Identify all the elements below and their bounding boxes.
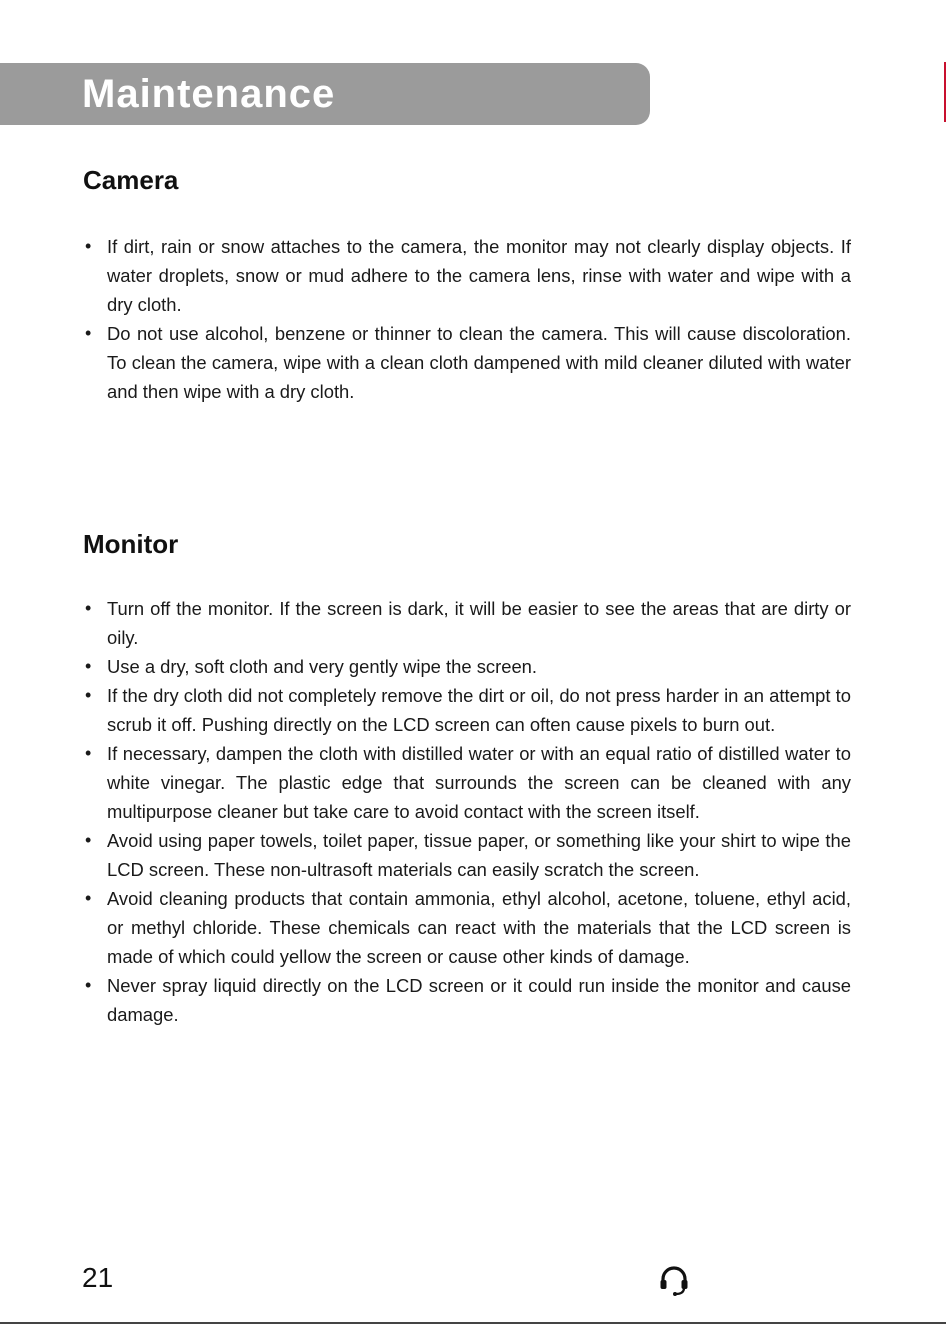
list-item-text: If dirt, rain or snow attaches to the camera, the monitor may not clearly display objects. If water droplets, snow or mud adhere to the camera lens, rinse with water and wipe with a dry cloth. xyxy=(107,236,851,315)
list-item xyxy=(83,739,851,826)
bullet-icon: • xyxy=(85,743,92,763)
monitor-bullet-list xyxy=(83,594,851,1029)
list-item-text: Never spray liquid directly on the LCD screen or it could run inside the monitor and cause damage. xyxy=(107,975,851,1025)
headset-icon xyxy=(657,1263,691,1297)
list-item xyxy=(83,826,851,884)
list-item xyxy=(83,232,851,319)
section-header-bar xyxy=(0,63,650,125)
page-number: 21 xyxy=(82,1262,114,1293)
bullet-icon: • xyxy=(85,323,92,343)
list-item-text: Avoid using paper towels, toilet paper, tissue paper, or something like your shirt to wipe the LCD screen. These non-ultrasoft materials can easily scratch the screen. xyxy=(107,830,851,880)
list-item xyxy=(83,971,851,1029)
bullet-icon: • xyxy=(85,656,92,676)
bullet-icon: • xyxy=(85,975,92,995)
list-item xyxy=(83,884,851,971)
bullet-icon: • xyxy=(85,598,92,618)
list-item xyxy=(83,319,851,406)
list-item-text: Turn off the monitor. If the screen is dark, it will be easier to see the areas that are dirty or oily. xyxy=(107,598,851,648)
list-item-text: Use a dry, soft cloth and very gently wipe the screen. xyxy=(107,656,538,677)
list-item-text: If the dry cloth did not completely remove the dirt or oil, do not press harder in an attempt to scrub it off. Pushing directly on the LCD screen can often cause pixels to burn out. xyxy=(107,685,851,735)
list-item xyxy=(83,652,851,681)
camera-heading: Camera xyxy=(83,165,179,195)
page-title: Maintenance xyxy=(82,72,336,116)
monitor-heading: Monitor xyxy=(83,529,179,559)
list-item-text: Avoid cleaning products that contain ammonia, ethyl alcohol, acetone, toluene, ethyl acid, or methyl chloride. These chemicals can react with the materials that the LCD screen is made of which could yellow the screen or cause other kinds of damage. xyxy=(107,888,851,967)
list-item xyxy=(83,594,851,652)
list-item-text: Do not use alcohol, benzene or thinner to clean the camera. This will cause discoloration. To clean the camera, wipe with a clean cloth dampened with mild cleaner diluted with water and then wipe with a dry cloth. xyxy=(107,323,851,402)
bullet-icon: • xyxy=(85,236,92,256)
bullet-icon: • xyxy=(85,830,92,850)
bullet-icon: • xyxy=(85,888,92,908)
bullet-icon: • xyxy=(85,685,92,705)
camera-bullet-list xyxy=(83,232,851,406)
list-item xyxy=(83,681,851,739)
list-item-text: If necessary, dampen the cloth with distilled water or with an equal ratio of distilled water to white vinegar. The plastic edge that surrounds the screen can be cleaned with any multipurpose cleaner but take care to avoid contact with the screen itself. xyxy=(107,743,851,822)
